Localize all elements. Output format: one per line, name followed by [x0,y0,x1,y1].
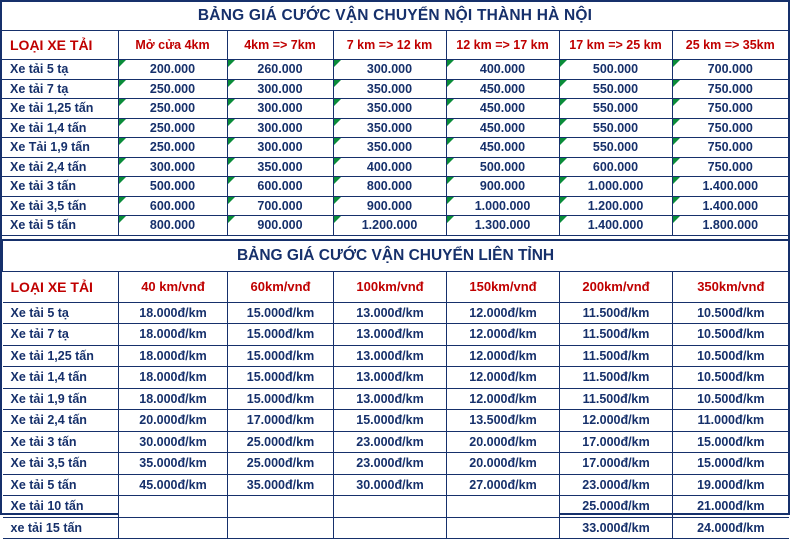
row-value: 18.000đ/km [119,302,228,324]
row-label: Xe tải 7 tạ [3,324,119,346]
intercity-banner-row [3,240,789,271]
row-value: 12.000đ/km [447,367,560,389]
table-row [2,177,788,197]
row-value: 25.000đ/km [560,496,673,518]
row-value: 300.000 [227,118,333,138]
row-value: 18.000đ/km [119,324,228,346]
row-value: 20.000đ/km [447,431,560,453]
row-value: 11.500đ/km [560,345,673,367]
row-value: 10.500đ/km [673,388,789,410]
row-value [334,517,447,539]
row-value [447,496,560,518]
row-value: 900.000 [333,196,446,216]
row-value: 250.000 [118,118,227,138]
row-value: 18.000đ/km [119,345,228,367]
table-row [2,118,788,138]
inner-city-banner-row [2,2,788,31]
row-value [119,496,228,518]
row-value: 450.000 [446,138,559,158]
row-value: 250.000 [118,138,227,158]
table-row [3,496,789,518]
row-value: 24.000đ/km [673,517,789,539]
row-value: 30.000đ/km [119,431,228,453]
row-label: Xe tải 5 tạ [3,302,119,324]
row-value: 550.000 [559,138,672,158]
row-value: 27.000đ/km [447,474,560,496]
row-label: Xe tải 3 tấn [2,177,118,197]
row-value: 750.000 [672,138,788,158]
row-value: 900.000 [227,216,333,236]
row-value: 13.000đ/km [334,324,447,346]
intercity-header-2: 60km/vnđ [228,271,334,302]
row-value: 18.000đ/km [119,367,228,389]
table-row [3,367,789,389]
row-label: Xe tải 1,4 tấn [3,367,119,389]
row-value: 600.000 [118,196,227,216]
row-value: 11.500đ/km [560,302,673,324]
row-value: 15.000đ/km [228,345,334,367]
row-value: 35.000đ/km [228,474,334,496]
row-label: Xe tải 2,4 tấn [2,157,118,177]
table-row [2,216,788,236]
table-row [2,79,788,99]
row-value: 21.000đ/km [673,496,789,518]
row-value: 450.000 [446,118,559,138]
row-value: 35.000đ/km [119,453,228,475]
row-value: 600.000 [559,157,672,177]
intercity-header-row [3,271,789,302]
inner-city-header-row [2,31,788,60]
table-row [3,517,789,539]
row-value: 11.000đ/km [673,410,789,432]
row-label: Xe tải 1,9 tấn [3,388,119,410]
row-value: 750.000 [672,118,788,138]
intercity-header-4: 150km/vnđ [447,271,560,302]
row-value: 10.500đ/km [673,345,789,367]
row-value: 13.000đ/km [334,302,447,324]
row-value: 450.000 [446,99,559,119]
row-value: 600.000 [227,177,333,197]
table-row [2,157,788,177]
row-value: 550.000 [559,79,672,99]
row-label: Xe tải 1,4 tấn [2,118,118,138]
row-value: 550.000 [559,99,672,119]
table-row [2,138,788,158]
row-value: 15.000đ/km [228,388,334,410]
row-value [228,496,334,518]
row-value: 17.000đ/km [560,453,673,475]
inner-city-header-0: LOẠI XE TẢI [2,31,118,60]
table-row [3,410,789,432]
row-value: 45.000đ/km [119,474,228,496]
inner-city-banner: BẢNG GIÁ CƯỚC VẬN CHUYỂN NỘI THÀNH HÀ NỘI [2,2,788,31]
row-value: 15.000đ/km [334,410,447,432]
row-value: 700.000 [672,60,788,80]
row-value [228,517,334,539]
row-value [447,517,560,539]
row-label: Xe tải 2,4 tấn [3,410,119,432]
row-value: 750.000 [672,157,788,177]
row-value: 300.000 [118,157,227,177]
row-value: 23.000đ/km [334,453,447,475]
table-row [3,388,789,410]
row-value: 12.000đ/km [447,388,560,410]
row-value: 300.000 [333,60,446,80]
row-value: 800.000 [118,216,227,236]
row-value: 450.000 [446,79,559,99]
row-label: Xe tải 7 tạ [2,79,118,99]
row-label: Xe tải 3 tấn [3,431,119,453]
row-value [119,517,228,539]
row-value: 400.000 [333,157,446,177]
row-value: 23.000đ/km [334,431,447,453]
intercity-header-6: 350km/vnđ [673,271,789,302]
row-value: 1.400.000 [672,196,788,216]
row-label: Xe tải 5 tấn [2,216,118,236]
row-value: 500.000 [559,60,672,80]
row-value: 17.000đ/km [228,410,334,432]
inner-city-header-2: 4km => 7km [227,31,333,60]
row-value: 25.000đ/km [228,431,334,453]
row-value: 300.000 [227,79,333,99]
table-row [2,196,788,216]
table-row [3,324,789,346]
row-label: Xe tải 3,5 tấn [3,453,119,475]
row-value: 300.000 [227,138,333,158]
row-value: 15.000đ/km [673,453,789,475]
row-value: 15.000đ/km [228,367,334,389]
table-row [3,453,789,475]
row-value: 750.000 [672,79,788,99]
row-value: 11.500đ/km [560,324,673,346]
inner-city-price-table [2,2,788,240]
row-value: 900.000 [446,177,559,197]
inner-city-header-6: 25 km => 35km [672,31,788,60]
row-value: 15.000đ/km [673,431,789,453]
row-value: 1.400.000 [559,216,672,236]
row-value: 250.000 [118,99,227,119]
inner-city-header-1: Mở cửa 4km [118,31,227,60]
row-value: 250.000 [118,79,227,99]
table-row [3,302,789,324]
row-value: 33.000đ/km [560,517,673,539]
inner-city-header-5: 17 km => 25 km [559,31,672,60]
row-value: 700.000 [227,196,333,216]
row-value: 15.000đ/km [228,324,334,346]
intercity-header-3: 100km/vnđ [334,271,447,302]
table-row [3,431,789,453]
row-value: 200.000 [118,60,227,80]
row-label: Xe tải 10 tấn [3,496,119,518]
row-value: 17.000đ/km [560,431,673,453]
row-value: 500.000 [118,177,227,197]
row-label: Xe tải 5 tấn [3,474,119,496]
row-value: 13.000đ/km [334,388,447,410]
row-value: 23.000đ/km [560,474,673,496]
row-value: 11.500đ/km [560,367,673,389]
intercity-header-0: LOẠI XE TẢI [3,271,119,302]
row-label: Xe tải 5 tạ [2,60,118,80]
row-value: 25.000đ/km [228,453,334,475]
row-value: 350.000 [227,157,333,177]
table-row [2,99,788,119]
row-value: 1.200.000 [333,216,446,236]
row-label: Xe Tải 1,9 tấn [2,138,118,158]
row-value: 19.000đ/km [673,474,789,496]
row-value: 13.500đ/km [447,410,560,432]
row-value: 13.000đ/km [334,367,447,389]
row-value: 750.000 [672,99,788,119]
row-value: 18.000đ/km [119,388,228,410]
row-value: 260.000 [227,60,333,80]
row-label: Xe tải 1,25 tấn [2,99,118,119]
row-value: 350.000 [333,118,446,138]
row-value: 1.400.000 [672,177,788,197]
row-value [334,496,447,518]
intercity-banner: BẢNG GIÁ CƯỚC VẬN CHUYỂN LIÊN TỈNH [3,240,789,271]
row-label: xe tải 15 tấn [3,517,119,539]
row-value: 12.000đ/km [447,345,560,367]
section-separator [2,235,788,239]
row-value: 1.300.000 [446,216,559,236]
row-value: 13.000đ/km [334,345,447,367]
row-value: 20.000đ/km [119,410,228,432]
row-value: 350.000 [333,79,446,99]
row-value: 12.000đ/km [560,410,673,432]
row-value: 350.000 [333,138,446,158]
row-value: 350.000 [333,99,446,119]
inner-city-header-3: 7 km => 12 km [333,31,446,60]
row-value: 550.000 [559,118,672,138]
row-value: 500.000 [446,157,559,177]
row-value: 15.000đ/km [228,302,334,324]
row-value: 1.800.000 [672,216,788,236]
row-value: 10.500đ/km [673,302,789,324]
row-value: 800.000 [333,177,446,197]
intercity-header-1: 40 km/vnđ [119,271,228,302]
intercity-price-table [2,240,789,539]
row-value: 12.000đ/km [447,324,560,346]
row-value: 400.000 [446,60,559,80]
table-row [2,60,788,80]
row-value: 300.000 [227,99,333,119]
inner-city-header-4: 12 km => 17 km [446,31,559,60]
row-value: 30.000đ/km [334,474,447,496]
row-value: 1.200.000 [559,196,672,216]
row-label: Xe tải 3,5 tấn [2,196,118,216]
table-row [3,345,789,367]
row-value: 11.500đ/km [560,388,673,410]
row-value: 1.000.000 [559,177,672,197]
row-value: 10.500đ/km [673,367,789,389]
row-value: 20.000đ/km [447,453,560,475]
row-value: 10.500đ/km [673,324,789,346]
table-row [3,474,789,496]
row-label: Xe tải 1,25 tấn [3,345,119,367]
row-value: 12.000đ/km [447,302,560,324]
row-value: 1.000.000 [446,196,559,216]
intercity-header-5: 200km/vnđ [560,271,673,302]
